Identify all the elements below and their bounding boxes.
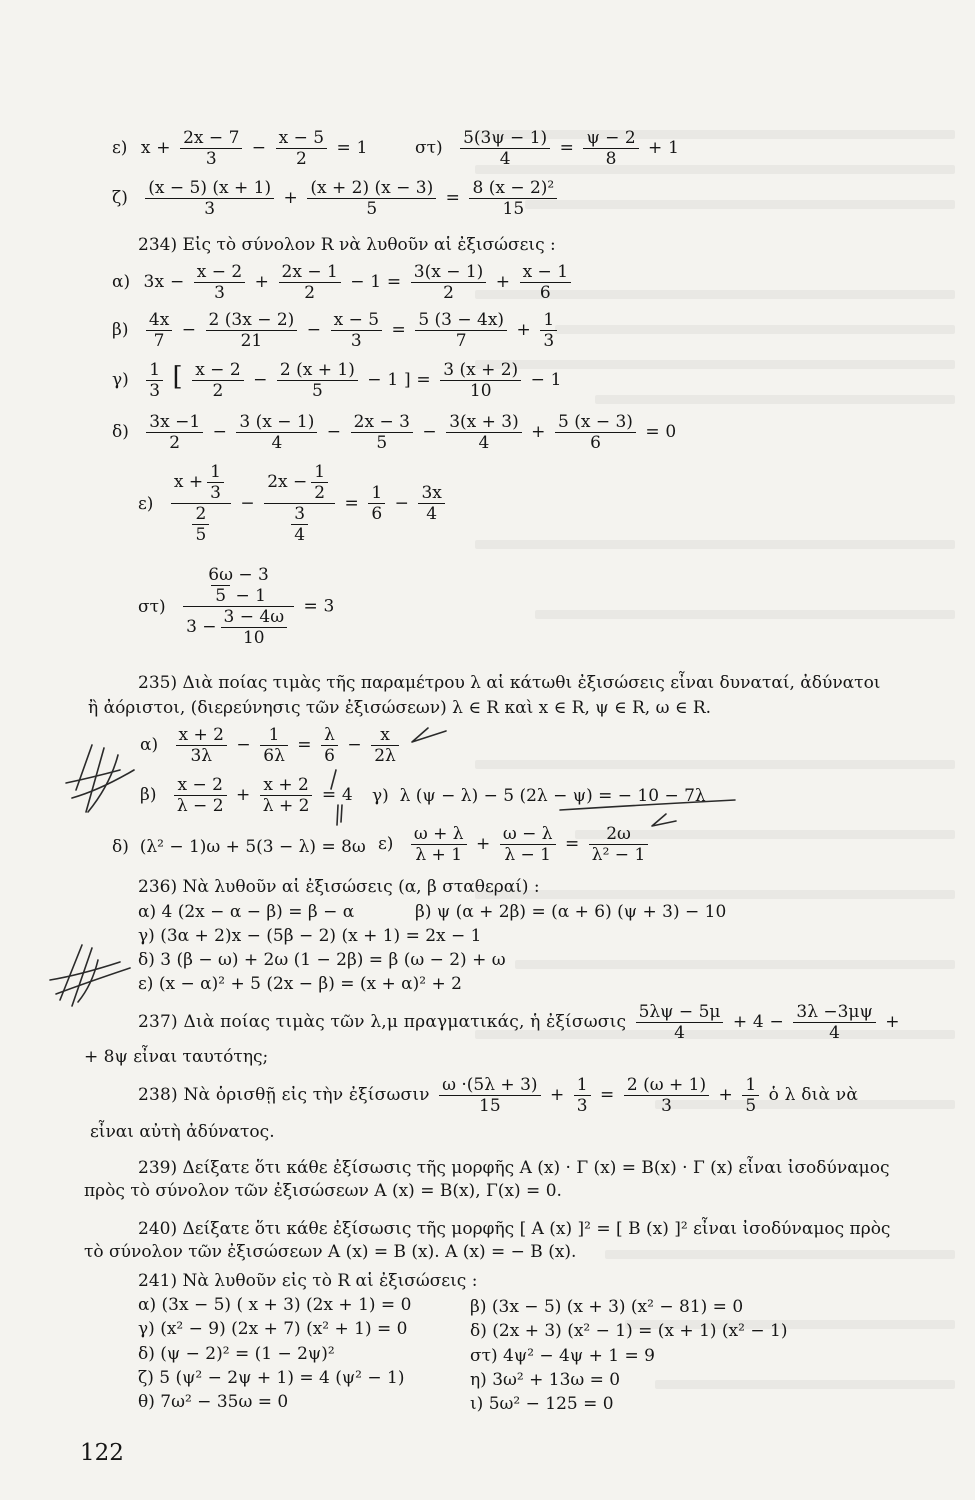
pen-stroke (72, 770, 134, 798)
eq-241-item: στ) 4ψ² − 4ψ + 1 = 9 (470, 1346, 655, 1366)
eq-241-item: η) 3ω² + 13ω = 0 (470, 1370, 621, 1390)
eq-235-d: δ) (λ² − 1)ω + 5(3 − λ) = 8ω (112, 837, 366, 857)
pen-stroke (60, 945, 82, 1000)
fraction: $\frac{1}{6\lambda}$ (260, 725, 288, 766)
ex235-line1: 235) Διὰ ποίας τιμὰς τῆς παραμέτρου λ αἱ κάτωθι ἐξισώσεις εἶναι δυναταί, ἀδύνατοι (138, 673, 881, 693)
fraction: $\frac{3x}{4}$ (418, 483, 444, 524)
ex237-line2: + 8ψ εἶναι ταυτότης; (84, 1047, 269, 1067)
fraction: $\frac{x - 5}{3}$ (331, 310, 382, 351)
pen-stroke (50, 962, 120, 980)
eq-234-b: β) $\frac{4x}{7}$ − $\frac{2 (3x - 2)}{21}$ − $\frac{x - 5}{3}$ = $\frac{5 (3 - 4x)}{7}$ + $\frac{1}{3}$ (112, 310, 561, 351)
eq-233-e: ε) x + $\frac{2x - 7}{3}$ − $\frac{x - 5}{2}$ = 1 (112, 128, 368, 169)
pen-stroke (88, 755, 118, 812)
pen-stroke (76, 745, 92, 790)
compound-fraction: 6ω − 3 5 − 1 3 − $\frac{3 - 4\omega}{10}$ (183, 565, 294, 648)
fraction: $\frac{1}{3}$ (146, 360, 163, 401)
fraction: $\frac{x - 2}{2}$ (192, 360, 243, 401)
fraction: $\frac{x + 2}{\lambda + 2}$ (260, 775, 313, 816)
fraction: $\frac{5 (x - 3)}{6}$ (555, 412, 636, 453)
pen-stroke (78, 960, 98, 1002)
eq-241-item: δ) (ψ − 2)² = (1 − 2ψ)² (138, 1344, 335, 1364)
fraction: $\frac{3 (x + 2)}{10}$ (440, 360, 521, 401)
fraction: $\frac{\text{8 (x − 2)²}}{15}$ (469, 178, 557, 219)
eq-241-item: α) (3x − 5) ( x + 3) (2x + 1) = 0 (138, 1295, 412, 1315)
eq-241-item: β) (3x − 5) (x + 3) (x² − 81) = 0 (470, 1297, 744, 1317)
ex240-line1: 240) Δείξατε ὅτι κάθε ἐξίσωσις τῆς μορφῆς [ Α (x) ]² = [ B (x) ]² εἶναι ἰσοδύναμος πρὸς (138, 1219, 891, 1239)
fraction: $\frac{(x - 5) (x + 1)}{3}$ (145, 178, 274, 219)
eq-241-item: θ) 7ω² − 35ω = 0 (138, 1392, 289, 1412)
eq-238: 238) Νὰ ὁρισθῇ εἰς τὴν ἐξίσωσιν $\frac{\omega \cdot(5\lambda + 3)}{15}$ + $\frac{1}{3}$ = $\frac{2 (\omega + 1)}{3}$ + $\frac{1}{5}$ ὁ λ διὰ νὰ (138, 1075, 859, 1116)
fraction: $\frac{x - 5}{2}$ (276, 128, 327, 169)
ex239-line1: 239) Δείξατε ὅτι κάθε ἐξίσωσις τῆς μορφῆς Α (x) · Γ (x) = B(x) · Γ (x) εἶναι ἰσοδύναμος (138, 1158, 890, 1178)
fraction: $\frac{3(x - 1)}{2}$ (411, 262, 487, 303)
fraction: $\frac{(x + 2) (x - 3)}{5}$ (307, 178, 436, 219)
eq-236-b: β) ψ (α + 2β) = (α + 6) (ψ + 3) − 10 (415, 902, 727, 922)
fraction: $\frac{\omega - \lambda}{\lambda - 1}$ (500, 824, 556, 865)
fraction: $\frac{x - 2}{3}$ (194, 262, 245, 303)
eq-234-e: ε) x + $\frac{1}{3}$ $\frac{2}{5}$ − 2x − $\frac{1}{2}$ $\frac{3}{4}$ = $\frac{1}{6}$ − $\frac{3x}{4}$ (138, 462, 449, 545)
ex240-line2: τὸ σύνολον τῶν ἐξισώσεων Α (x) = Β (x). Α (x) = − Β (x). (84, 1242, 577, 1262)
pen-stroke (72, 948, 92, 1006)
pen-stroke (56, 968, 130, 994)
fraction: $\frac{1}{6}$ (368, 483, 385, 524)
fraction: $\frac{5(3\psi - 1)}{4}$ (460, 128, 550, 169)
fraction: $\frac{2 (\omega + 1)}{3}$ (624, 1075, 709, 1116)
fraction: $\frac{2x - 1}{2}$ (279, 262, 341, 303)
arrow-mark (652, 814, 676, 826)
fraction: $\frac{\lambda}{6}$ (321, 725, 338, 766)
eq-236-e: ε) (x − α)² + 5 (2x − β) = (x + α)² + 2 (138, 974, 462, 994)
fraction: $\frac{2x - 7}{3}$ (180, 128, 242, 169)
eq-241-item: ζ) 5 (ψ² − 2ψ + 1) = 4 (ψ² − 1) (138, 1368, 405, 1388)
eq-234-g: γ) $\frac{1}{3}$ [ $\frac{x - 2}{2}$ − $\frac{2 (x + 1)}{5}$ − 1 ] = $\frac{3 (x + 2)}{10}$ − 1 (112, 360, 562, 401)
eq-234-d: δ) $\frac{3x -1}{2}$ − $\frac{3 (x - 1)}{4}$ − $\frac{2x - 3}{5}$ − $\frac{3(x + 3)}{4}$ + $\frac{5 (x - 3)}{6}$ = 0 (112, 412, 677, 453)
pen-stroke (66, 770, 120, 783)
eq-235-g: γ) λ (ψ − λ) − 5 (2λ − ψ) = − 10 − 7λ (372, 786, 706, 806)
fraction: $\frac{1}{3}$ (574, 1075, 591, 1116)
fraction: $\frac{\psi - 2}{8}$ (583, 128, 638, 169)
fraction: $\frac{x + 2}{3\lambda}$ (176, 725, 227, 766)
ex238-line2: εἶναι αὐτὴ ἀδύνατος. (90, 1122, 275, 1142)
fraction: $\frac{3 (x - 1)}{4}$ (236, 412, 317, 453)
fraction: $\frac{2x - 3}{5}$ (351, 412, 413, 453)
eq-241-item: δ) (2x + 3) (x² − 1) = (x + 1) (x² − 1) (470, 1321, 788, 1341)
fraction: $\frac{3\lambda -3\mu\psi}{4}$ (793, 1002, 875, 1043)
compound-fraction: x + $\frac{1}{3}$ $\frac{2}{5}$ (171, 462, 231, 545)
fraction: $\frac{1}{3}$ (540, 310, 557, 351)
fraction: $\frac{5\lambda\psi - 5\mu}{4}$ (636, 1002, 724, 1043)
arrow-mark (412, 728, 446, 742)
eq-241-item: ι) 5ω² − 125 = 0 (470, 1394, 614, 1414)
fraction: $\frac{2 (x + 1)}{5}$ (277, 360, 358, 401)
ex241-title: 241) Νὰ λυθοῦν εἰς τὸ R αἱ ἐξισώσεις : (138, 1271, 478, 1291)
eq-234-st: στ) 6ω − 3 5 − 1 3 − $\frac{3 - 4\omega}{10}$ = 3 (138, 565, 335, 648)
eq-235-e: ε) $\frac{\omega + \lambda}{\lambda + 1}$ + $\frac{\omega - \lambda}{\lambda - 1}$ = $\frac{2\omega}{\text{λ² − 1}}$ (378, 824, 652, 865)
fraction: $\frac{1}{5}$ (742, 1075, 759, 1116)
eq-233-z: ζ) $\frac{(x - 5) (x + 1)}{3}$ + $\frac{(x + 2) (x - 3)}{5}$ = $\frac{\text{8 (x − 2)²}}{15}$ (112, 178, 561, 219)
ex235-line2: ἢ ἀόριστοι, (διερεύνησις τῶν ἐξισώσεων) λ ∈ R καὶ x ∈ R, ψ ∈ R, ω ∈ R. (88, 698, 712, 718)
ex234-title: 234) Εἰς τὸ σύνολον R νὰ λυθοῦν αἱ ἐξισώσεις : (138, 235, 556, 255)
ex236-title: 236) Νὰ λυθοῦν αἱ ἐξισώσεις (α, β σταθεραί) : (138, 877, 540, 897)
pen-stroke (86, 748, 104, 812)
compound-fraction: 2x − $\frac{1}{2}$ $\frac{3}{4}$ (264, 462, 335, 545)
fraction: $\frac{4x}{7}$ (146, 310, 172, 351)
eq-235-b: β) $\frac{x - 2}{\lambda - 2}$ + $\frac{x + 2}{\lambda + 2}$ = 4 (140, 775, 353, 816)
eq-237: 237) Διὰ ποίας τιμὰς τῶν λ,μ πραγματικάς, ἡ ἐξίσωσις $\frac{5\lambda\psi - 5\mu}{4}$ + 4 − $\frac{3\lambda -3\mu\psi}{4}$ + (138, 1002, 900, 1043)
fraction: $\frac{2 (3x - 2)}{21}$ (206, 310, 298, 351)
eq-241-item: γ) (x² − 9) (2x + 7) (x² + 1) = 0 (138, 1319, 408, 1339)
fraction: $\frac{3x -1}{2}$ (146, 412, 203, 453)
eq-235-a: α) $\frac{x + 2}{3\lambda}$ − $\frac{1}{6\lambda}$ = $\frac{\lambda}{6}$ − $\frac{x}{2\lambda}$ (140, 725, 403, 766)
eq-236-d: δ) 3 (β − ω) + 2ω (1 − 2β) = β (ω − 2) + ω (138, 950, 506, 970)
fraction: $\frac{3(x + 3)}{4}$ (446, 412, 522, 453)
page-number: 122 (80, 1440, 124, 1466)
eq-234-a: α) 3x − $\frac{x - 2}{3}$ + $\frac{2x - 1}{2}$ − 1 = $\frac{3(x - 1)}{2}$ + $\frac{x - 1}{6}$ (112, 262, 575, 303)
eq-236-a: α) 4 (2x − α − β) = β − α (138, 902, 355, 922)
fraction: $\frac{5 (3 - 4x)}{7}$ (415, 310, 507, 351)
ex239-line2: πρὸς τὸ σύνολον τῶν ἐξισώσεων Α (x) = B(x), Γ(x) = 0. (84, 1181, 562, 1201)
fraction: $\frac{x - 2}{\lambda - 2}$ (174, 775, 227, 816)
eq-233-st: στ) $\frac{5(3\psi - 1)}{4}$ = $\frac{\psi - 2}{8}$ + 1 (415, 128, 680, 169)
fraction: $\frac{\omega \cdot(5\lambda + 3)}{15}$ (439, 1075, 540, 1116)
fraction: $\frac{x - 1}{6}$ (520, 262, 571, 303)
fraction: $\frac{x}{2\lambda}$ (371, 725, 399, 766)
fraction: $\frac{2\omega}{\text{λ² − 1}}$ (589, 824, 648, 865)
fraction: $\frac{\omega + \lambda}{\lambda + 1}$ (411, 824, 467, 865)
eq-236-g: γ) (3α + 2)x − (5β − 2) (x + 1) = 2x − 1 (138, 926, 482, 946)
